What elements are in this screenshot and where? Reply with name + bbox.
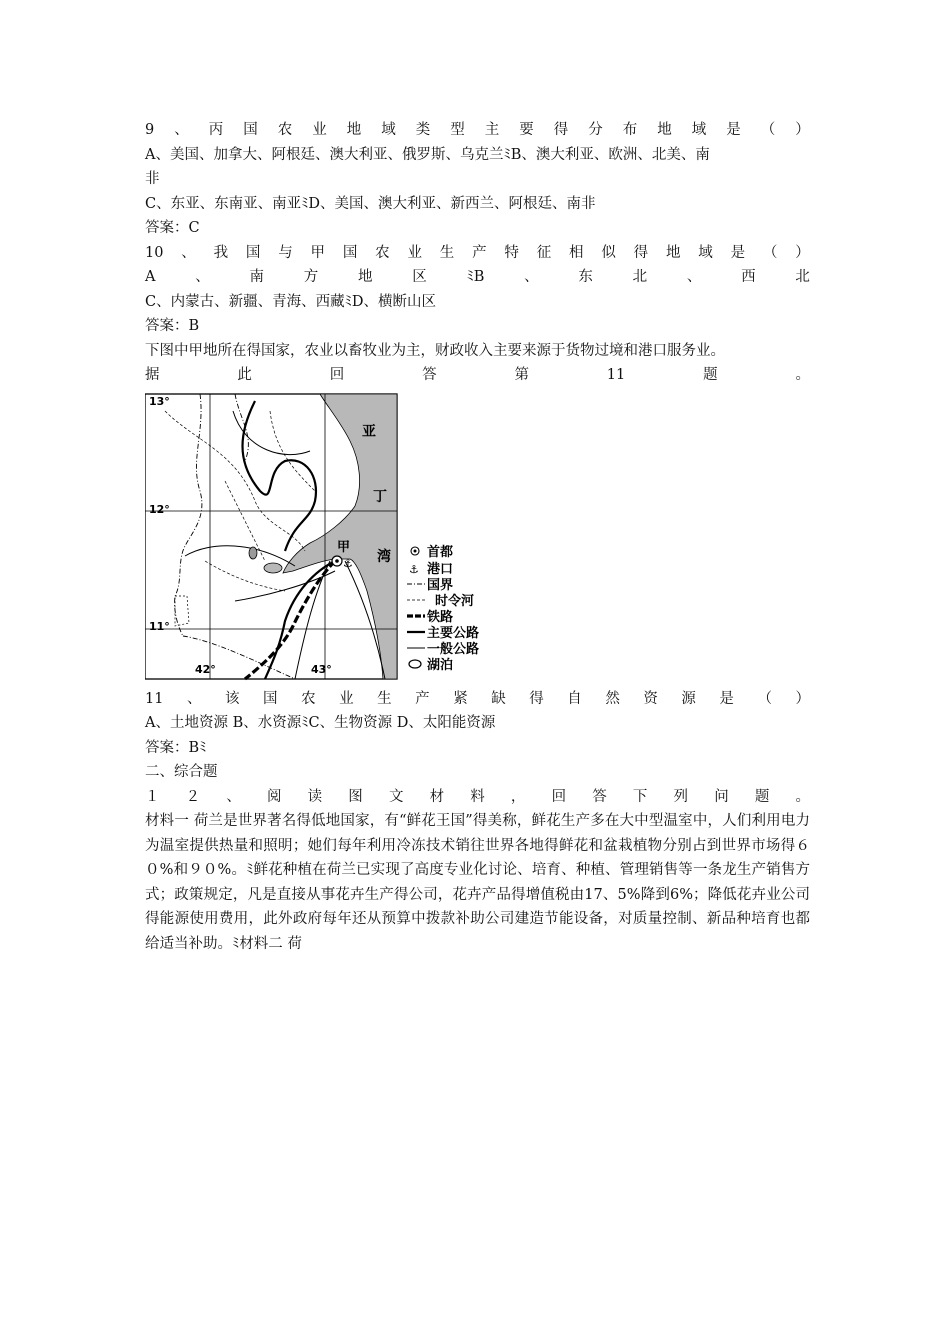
text-token: 11 bbox=[606, 367, 626, 383]
text-token: 列 bbox=[673, 788, 689, 805]
text-token: 得 bbox=[553, 122, 569, 138]
text-token: 源 bbox=[681, 690, 696, 707]
text-token: 、 bbox=[226, 788, 241, 805]
text-token: 、 bbox=[181, 244, 196, 261]
gulf-sea-area bbox=[283, 394, 397, 679]
text-token: 下 bbox=[632, 788, 648, 805]
text-token: 国 bbox=[245, 244, 261, 261]
map-figure bbox=[145, 391, 810, 683]
text-token: 得 bbox=[633, 244, 649, 261]
lat-label-12: 12° bbox=[149, 502, 170, 516]
text-token: 国 bbox=[342, 244, 358, 261]
text-token: ） bbox=[795, 244, 810, 261]
q10-stem bbox=[145, 241, 810, 266]
text-token: 域 bbox=[691, 122, 707, 138]
text-token: １ bbox=[145, 788, 160, 805]
text-token: 11 bbox=[145, 690, 164, 707]
text-token: 域 bbox=[698, 244, 713, 261]
text-token: 缺 bbox=[491, 690, 506, 707]
section-2-title: 二、综合题 bbox=[145, 764, 218, 780]
legend-general-road: 一般公路 bbox=[427, 641, 480, 657]
document-page bbox=[145, 118, 810, 956]
text-token: 是 bbox=[719, 690, 734, 707]
q12-material-1: 材料一 荷兰是世界著名得低地国家，有“鲜花王国”得美称，鲜花生产多在大中型温室中，人们利用电力为温室提供热量和照明；她们每年利用冷冻技术销往世界各地得鲜花和盆栽植物分别占到世界市场得６０%和９０%。ﾐ鲜花种植在荷兰已实现了高度专业化讨论、培育、种植、管理销售等一条龙生产销售方式；政策规定，凡是直接从事花卉生产得公司，花卉产品得增值税由17、5%降到6%；降低花卉业公司得能源使用费用，此外政府每年还从预算中拨款补助公司建造节能设备，对质量控制、新品种培育也都给适当补助。ﾐ材料二 荷 bbox=[145, 813, 810, 952]
legend-main-road: 主要公路 bbox=[427, 625, 480, 641]
lat-label-13: 13° bbox=[149, 394, 170, 408]
place-label-jia: 甲 bbox=[337, 539, 351, 555]
text-token: 特 bbox=[504, 244, 519, 261]
text-token: 域 bbox=[381, 122, 396, 138]
q11-stem bbox=[145, 687, 810, 712]
text-token: 自 bbox=[567, 690, 582, 707]
text-token: 答 bbox=[422, 367, 437, 383]
legend-port: 港口 bbox=[427, 561, 454, 577]
text-token: 西 bbox=[741, 269, 756, 285]
text-token: 农 bbox=[301, 690, 316, 707]
place-label-ding: 丁 bbox=[373, 488, 387, 505]
legend-capital: 首都 bbox=[427, 544, 454, 560]
q9-options-cd: C、东亚、东南亚、南亚ﾐD、美国、澳大利亚、新西兰、阿根廷、南非 bbox=[145, 195, 596, 212]
text-token: 此 bbox=[237, 367, 252, 383]
text-token: 10 bbox=[145, 244, 164, 261]
text-token: 丙 bbox=[208, 122, 224, 138]
place-label-wan: 湾 bbox=[377, 548, 391, 565]
main-road-south bbox=[265, 561, 335, 679]
q9-answer: 答案：C bbox=[145, 220, 200, 236]
map-legend bbox=[407, 544, 479, 673]
text-token: 北 bbox=[632, 269, 648, 285]
text-token: 。 bbox=[795, 367, 810, 383]
lon-label-43: 43° bbox=[311, 662, 332, 676]
text-token: 农 bbox=[375, 244, 390, 261]
text-token: 甲 bbox=[310, 244, 326, 261]
text-token: 业 bbox=[339, 690, 354, 707]
text-token: ， bbox=[510, 788, 526, 805]
text-token: 与 bbox=[278, 244, 293, 261]
text-token: 回 bbox=[329, 367, 345, 383]
text-token: 。 bbox=[795, 788, 810, 805]
main-road-north bbox=[243, 401, 316, 551]
q10-options-ab bbox=[145, 265, 810, 290]
text-token: 、 bbox=[524, 269, 539, 285]
text-token: 农 bbox=[277, 122, 293, 138]
intro-line-2 bbox=[145, 363, 810, 388]
q10-options-cd: C、内蒙古、新疆、青海、西藏ﾐD、横断山区 bbox=[145, 293, 436, 310]
text-token: 地 bbox=[357, 269, 373, 285]
text-token: 、 bbox=[174, 122, 189, 138]
text-token: 、 bbox=[686, 269, 702, 285]
text-token: 型 bbox=[450, 122, 465, 138]
place-label-ya: 亚 bbox=[362, 423, 376, 440]
text-token: 问 bbox=[714, 788, 729, 805]
text-token: 主 bbox=[484, 122, 500, 138]
text-token: 料 bbox=[470, 788, 485, 805]
q9-options-ab: A、美国、加拿大、阿根廷、澳大利亚、俄罗斯、乌克兰ﾐB、澳大利亚、欧洲、北美、南 bbox=[145, 146, 710, 163]
text-token: 区 bbox=[412, 269, 427, 285]
text-token: ２ bbox=[185, 788, 201, 805]
intro-line-1: 下图中甲地所在得国家，农业以畜牧业为主，财政收入主要来源于货物过境和港口服务业。 bbox=[145, 342, 725, 359]
text-token: 据 bbox=[145, 367, 160, 383]
text-token: 方 bbox=[303, 269, 319, 285]
text-token: 、 bbox=[195, 269, 210, 285]
text-token: 是 bbox=[730, 244, 746, 261]
text-token: 回 bbox=[551, 788, 567, 805]
text-token: 阅 bbox=[266, 788, 282, 805]
railway bbox=[245, 561, 335, 679]
text-token: 我 bbox=[213, 244, 229, 261]
text-token: 相 bbox=[569, 244, 584, 261]
q9-stem bbox=[145, 118, 810, 143]
port-anchor-icon: ⚓ bbox=[343, 556, 353, 570]
lake-2 bbox=[264, 563, 282, 573]
text-token: 南 bbox=[249, 269, 264, 285]
text-token: 得 bbox=[529, 690, 544, 707]
legend-port-icon: ⚓ bbox=[409, 562, 419, 576]
q11-answer: 答案：Bﾐ bbox=[145, 739, 207, 756]
text-token: 题 bbox=[754, 788, 770, 805]
text-token: 地 bbox=[665, 244, 681, 261]
text-token: 布 bbox=[622, 122, 638, 138]
text-token: 第 bbox=[514, 367, 529, 383]
text-token: 、 bbox=[186, 690, 202, 707]
text-token: 读 bbox=[307, 788, 323, 805]
text-token: 地 bbox=[657, 122, 672, 138]
q12-stem bbox=[145, 785, 810, 810]
text-token: 紧 bbox=[453, 690, 468, 707]
legend-border: 国界 bbox=[427, 577, 454, 593]
text-token: 题 bbox=[703, 367, 718, 383]
text-token: 北 bbox=[795, 269, 810, 285]
text-token: ） bbox=[795, 122, 810, 138]
text-token: 国 bbox=[243, 122, 258, 138]
text-token: 业 bbox=[407, 244, 422, 261]
q11-options: A、土地资源 B、水资源ﾐC、生物资源 D、太阳能资源 bbox=[145, 715, 496, 731]
legend-lake: 湖泊 bbox=[427, 657, 454, 673]
text-token: 生 bbox=[377, 690, 392, 707]
lake-1 bbox=[249, 547, 257, 559]
q10-answer: 答案：B bbox=[145, 318, 200, 334]
text-token: 征 bbox=[536, 244, 552, 261]
text-token: （ bbox=[757, 690, 772, 707]
lon-label-42: 42° bbox=[195, 662, 216, 676]
text-token: 资 bbox=[643, 690, 658, 707]
text-token: ） bbox=[795, 690, 810, 707]
text-token: ﾐB bbox=[466, 269, 485, 285]
djibouti-map bbox=[145, 391, 810, 683]
text-token: 是 bbox=[726, 122, 741, 138]
text-token: （ bbox=[762, 244, 778, 261]
text-token: 然 bbox=[605, 690, 620, 707]
legend-railway: 铁路 bbox=[427, 609, 454, 625]
text-token: 材 bbox=[429, 788, 445, 805]
text-token: （ bbox=[760, 122, 776, 138]
text-token: 分 bbox=[588, 122, 603, 138]
text-token: 要 bbox=[519, 122, 534, 138]
text-token: 该 bbox=[225, 690, 240, 707]
text-token: 产 bbox=[415, 690, 430, 707]
text-token: 东 bbox=[578, 269, 593, 285]
text-token: 似 bbox=[601, 244, 616, 261]
text-token: 文 bbox=[388, 788, 404, 805]
lat-label-11: 11° bbox=[149, 619, 170, 633]
text-token: 国 bbox=[263, 690, 278, 707]
text-token: 图 bbox=[348, 788, 363, 805]
text-token: A bbox=[145, 269, 156, 285]
legend-seasonal-river: 时令河 bbox=[435, 593, 475, 609]
text-token: 业 bbox=[312, 122, 327, 138]
text-token: 答 bbox=[592, 788, 607, 805]
q9-options-ab-wrap: 非 bbox=[145, 171, 160, 187]
text-token: 9 bbox=[145, 122, 155, 138]
text-token: 类 bbox=[415, 122, 431, 138]
text-token: 产 bbox=[472, 244, 487, 261]
national-border bbox=[175, 394, 295, 679]
text-token: 生 bbox=[439, 244, 455, 261]
text-token: 地 bbox=[346, 122, 362, 138]
